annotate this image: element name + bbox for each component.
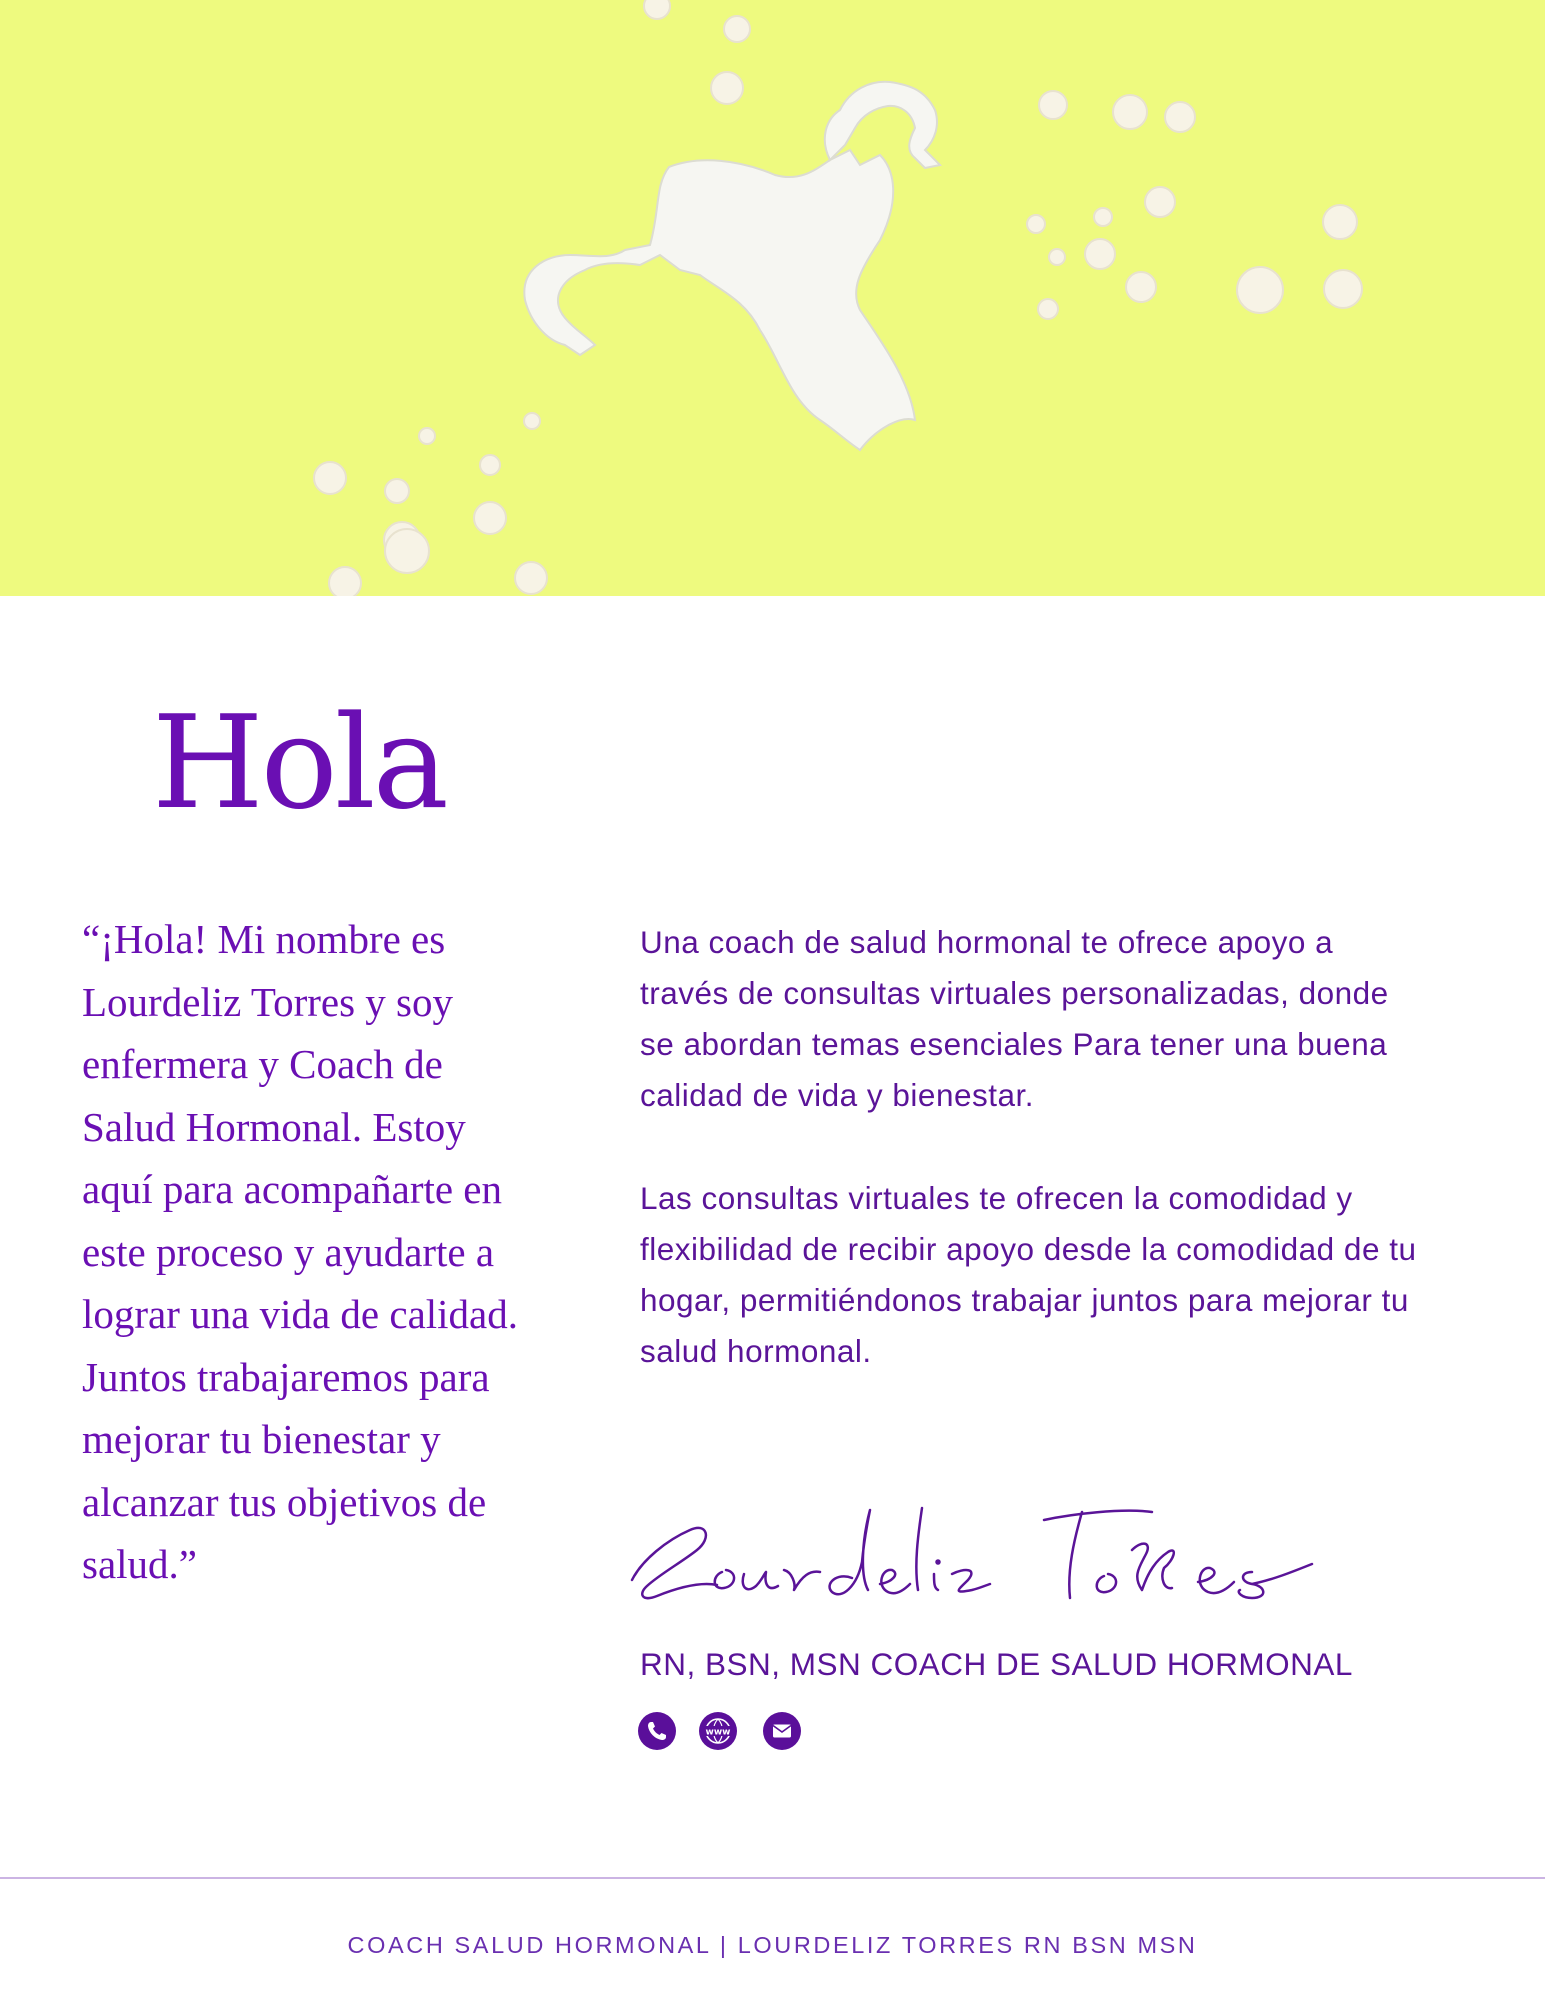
hero-banner	[0, 0, 1545, 596]
virtual-consultation-description: Las consultas virtuales te ofrecen la comodidad y flexibilidad de recibir apoyo desde la comodidad de tu hogar, permitiéndonos trabajar juntos para mejorar tu salud hormonal.	[640, 1180, 1417, 1369]
service-description: Una coach de salud hormonal te ofrece apoyo a través de consultas virtuales personalizadas, donde se abordan temas esenciales Para tener una buena calidad de vida y bienestar.	[640, 924, 1389, 1113]
svg-text:www: www	[705, 1727, 731, 1738]
footer-text: COACH SALUD HORMONAL | LOURDELIZ TORRES RN BSN MSN	[347, 1932, 1198, 1958]
intro-quote: “¡Hola! Mi nombre es Lourdeliz Torres y soy enfermera y Coach de Salud Hormonal. Estoy aquí para acompañarte en este proceso y ayudarte a lograr una vida de calidad. Juntos trabajaremos para mejorar tu bienestar y alcanzar tus objetivos de salud.”	[82, 916, 519, 1587]
credentials: RN, BSN, MSN COACH DE SALUD HORMONAL	[640, 1646, 1353, 1682]
handwritten-signature	[612, 1490, 1332, 1630]
page-title: Hola	[152, 689, 446, 838]
www-icon[interactable]	[699, 1712, 737, 1750]
uterus-pills-illustration	[0, 0, 1545, 596]
email-icon[interactable]	[763, 1712, 801, 1750]
phone-icon[interactable]	[638, 1712, 676, 1750]
footer-divider	[0, 1877, 1545, 1879]
